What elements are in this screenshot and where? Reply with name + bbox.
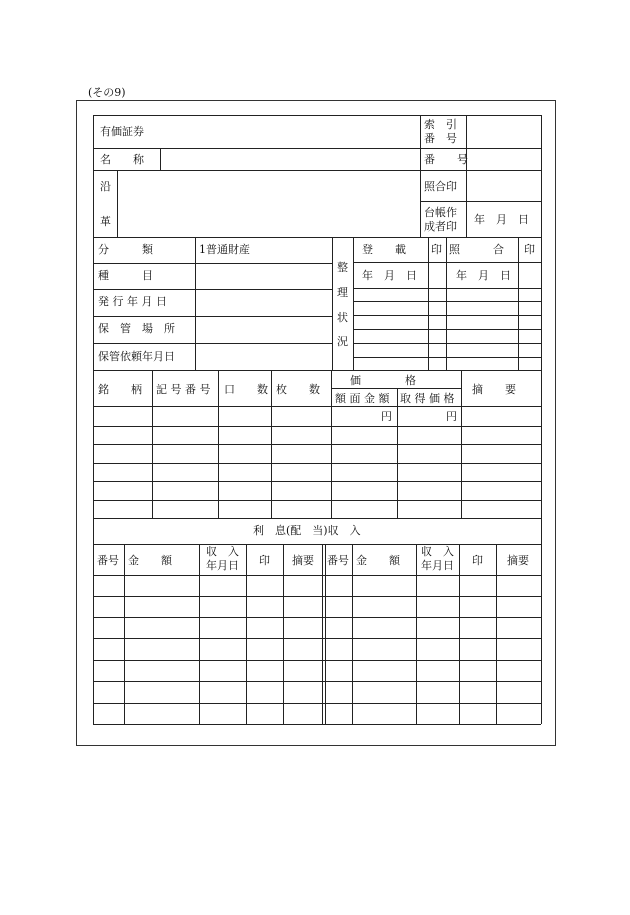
storage-place-label: 保 管 場 所: [98, 322, 175, 335]
status-seal-label-2: 印: [524, 243, 535, 256]
status-char-3: 状: [337, 311, 348, 324]
index-label-1: 索 引: [424, 118, 457, 131]
ledger-maker-label-2: 成者印: [424, 220, 457, 233]
acquisition-price-unit: 円: [446, 410, 457, 423]
status-char-1: 整: [337, 261, 348, 274]
income-col-received-right-1: 収 入: [421, 545, 454, 558]
col-acquisition-price: 取 得 価 格: [400, 392, 455, 405]
col-symbol-number: 記 号 番 号: [156, 383, 211, 396]
income-col-remarks-right: 摘要: [507, 554, 529, 567]
income-col-amount-left: 金 額: [128, 554, 172, 567]
income-col-received-left-2: 年月日: [206, 559, 239, 572]
recorded-label: 登 載: [362, 243, 406, 256]
storage-request-date-label: 保管依頼年月日: [98, 350, 175, 363]
income-title: 利 息(配 当)収 入: [253, 524, 361, 537]
face-value-unit: 円: [381, 410, 392, 423]
check-label: 照 合: [449, 243, 504, 256]
index-label-2: 番 号: [424, 132, 457, 145]
issue-date-label: 発 行 年 月 日: [98, 295, 167, 308]
status-char-2: 理: [337, 286, 348, 299]
type-label: 種 目: [98, 269, 153, 282]
income-col-number-right: 番号: [327, 554, 349, 567]
col-issue-name: 銘 柄: [98, 383, 142, 396]
income-col-remarks-left: 摘要: [292, 554, 314, 567]
col-price: 価 格: [350, 374, 416, 387]
status-char-4: 況: [337, 335, 348, 348]
number-label: 番 号: [424, 153, 468, 166]
income-col-seal-left: 印: [259, 554, 270, 567]
ledger-maker-label-1: 台帳作: [424, 206, 457, 219]
income-col-received-left-1: 収 入: [206, 545, 239, 558]
page-number: (その9): [88, 86, 126, 99]
col-face-value: 額 面 金 額: [335, 392, 390, 405]
history-label-top: 沿: [100, 180, 111, 193]
income-col-amount-right: 金 額: [356, 554, 400, 567]
ledger-date: 年 月 日: [474, 213, 529, 226]
outer-frame: [76, 100, 556, 746]
category-value: 1普通財産: [199, 243, 250, 256]
col-sheets: 枚 数: [276, 383, 320, 396]
income-col-seal-right: 印: [472, 554, 483, 567]
col-units: 口 数: [224, 383, 268, 396]
income-col-number-left: 番号: [97, 554, 119, 567]
history-label-bottom: 革: [100, 215, 111, 228]
income-col-received-right-2: 年月日: [421, 559, 454, 572]
verify-seal-label: 照合印: [424, 180, 457, 193]
status-seal-label: 印: [431, 243, 442, 256]
category-label: 分 類: [98, 243, 153, 256]
name-label: 名 称: [100, 153, 144, 166]
col-remarks: 摘 要: [472, 383, 516, 396]
check-date: 年 月 日: [456, 269, 511, 282]
recorded-date: 年 月 日: [362, 269, 417, 282]
form-title: 有価証券: [100, 125, 144, 138]
